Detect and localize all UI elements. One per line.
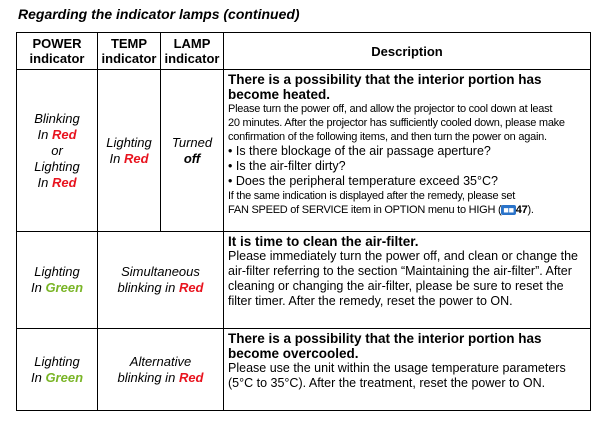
power-cell — [17, 232, 98, 329]
temp-state: Lighting — [106, 134, 152, 150]
header-temp: TEMP indicator — [98, 33, 161, 70]
in-label: In — [30, 280, 42, 295]
temp-color — [98, 151, 160, 167]
temp-lamp-cell — [98, 232, 224, 329]
tail-text: FAN SPEED of SERVICE item in OPTION menu to HIGH ( — [228, 204, 502, 216]
green-label: Green — [45, 280, 84, 295]
power-cell — [17, 329, 98, 411]
red-label: Red — [51, 174, 77, 190]
in-label: In — [37, 174, 49, 190]
or-label: or — [51, 142, 63, 158]
power-state: Lighting — [34, 353, 80, 369]
in-label: In — [109, 150, 121, 166]
blinking-label: blinking in — [117, 369, 176, 385]
green-label: Green — [45, 369, 84, 385]
bullet-item: • Is there blockage of the air passage aperture? — [228, 144, 491, 158]
power-state-1: Blinking — [34, 110, 80, 126]
description-line: Please turn the power off, and allow the projector to cool down at least — [228, 103, 553, 115]
description-title: It is time to clean the air-filter. — [228, 234, 419, 249]
description-text: Please immediately turn the power off, and clean or change the air-filter referring to the section “Maintaining the air-filter”. After cleaning or changing the air-filter, please be sure to reset the filter timer. After the remedy, reset the power to ON. — [228, 249, 578, 308]
description-cell — [224, 329, 591, 411]
temp-cell — [98, 70, 161, 232]
lamp-off-label: off — [183, 150, 201, 166]
description-cell — [224, 70, 591, 232]
description-line: If the same indication is displayed after the remedy, please set — [228, 190, 516, 202]
bullet-item: • Does the peripheral temperature exceed 35°C? — [228, 174, 498, 188]
lamp-cell — [161, 70, 224, 232]
bullet-item: • Is the air-filter dirty? — [228, 159, 346, 173]
temp-lamp-cell — [98, 329, 224, 411]
power-state: Lighting — [34, 264, 80, 279]
power-color-2 — [17, 175, 97, 191]
red-label: Red — [123, 150, 149, 166]
description-line — [228, 203, 586, 217]
header-power: POWER indicator — [17, 33, 98, 70]
header-row — [17, 33, 591, 70]
red-label: Red — [178, 369, 204, 385]
table-row — [17, 232, 591, 329]
description-line: confirmation of the following items, and then turn the power on again. — [228, 131, 547, 143]
red-label: Red — [51, 126, 77, 142]
temp-lamp-color — [98, 280, 223, 296]
in-label: In — [30, 369, 42, 385]
book-icon: ■■ — [503, 205, 514, 215]
in-label: In — [37, 126, 49, 142]
reference-page: 47 — [515, 204, 528, 216]
page-heading: Regarding the indicator lamps (continued) — [18, 6, 300, 22]
temp-lamp-color — [98, 370, 223, 386]
lamp-state: Turned — [171, 134, 213, 150]
header-description: Description — [224, 33, 591, 70]
blinking-label: blinking in — [117, 280, 176, 295]
power-cell — [17, 70, 98, 232]
power-state-2: Lighting — [34, 158, 80, 174]
power-color — [17, 370, 97, 386]
description-line: 20 minutes. After the projector has sufficiently cooled down, please make — [228, 117, 565, 129]
red-label: Red — [178, 280, 204, 295]
indicator-table — [16, 32, 591, 411]
table-row — [17, 70, 591, 232]
temp-lamp-state: Alternative — [129, 353, 192, 369]
header-lamp: LAMP indicator — [161, 33, 224, 70]
tail-end: ). — [527, 204, 534, 216]
description-text: Please use the unit within the usage temperature parameters (5°C to 35°C). After the treatment, reset the power to ON. — [228, 361, 566, 390]
description-title: There is a possibility that the interior portion has become overcooled. — [228, 331, 542, 361]
power-color — [17, 280, 97, 296]
description-cell — [224, 232, 591, 329]
temp-lamp-state: Simultaneous — [121, 264, 200, 279]
power-color-1 — [17, 127, 97, 143]
table-row — [17, 329, 591, 411]
description-title: There is a possibility that the interior portion has become heated. — [228, 72, 542, 102]
